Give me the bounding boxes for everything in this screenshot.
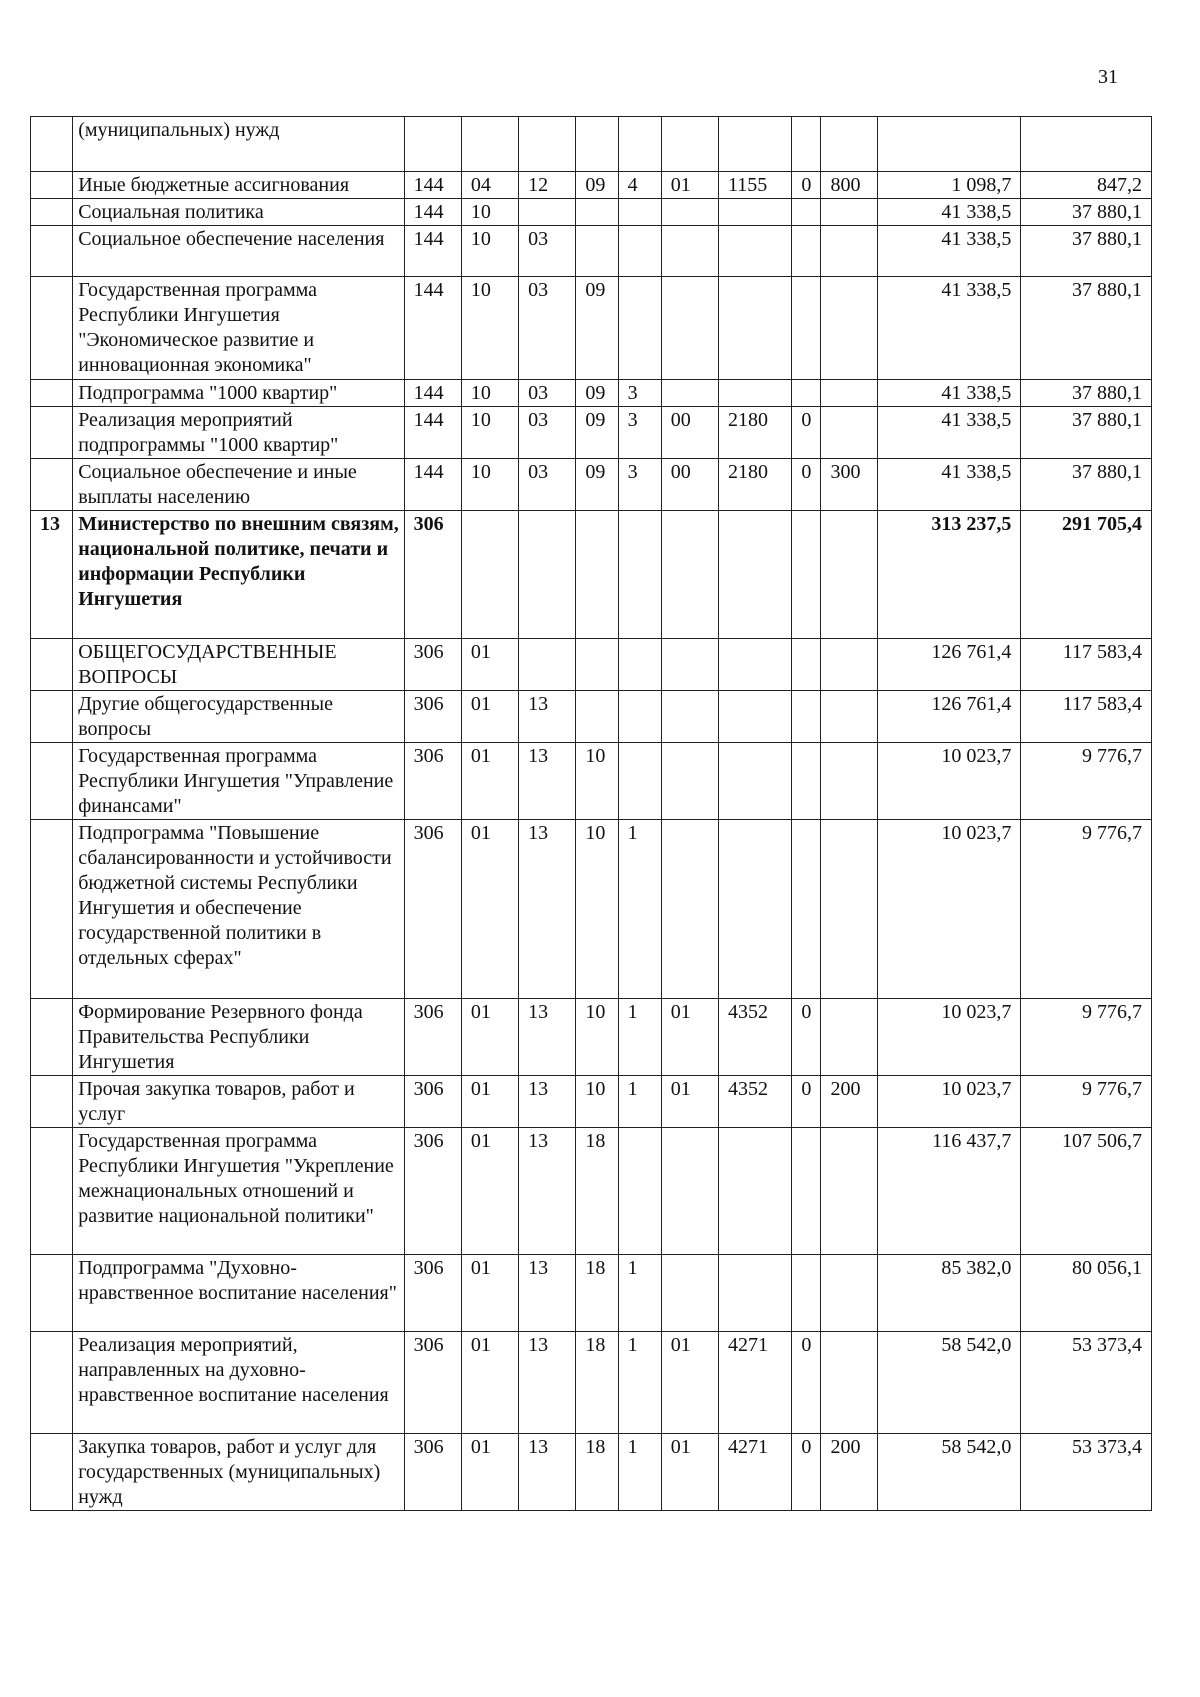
- row-number-cell: [31, 1128, 73, 1255]
- row-name-cell: Подпрограмма "Духовно-нравственное воспитание населения": [73, 1255, 404, 1332]
- table-row: [31, 1332, 1152, 1434]
- table-row: [31, 1434, 1152, 1511]
- code-section-cell: 01: [461, 1332, 518, 1434]
- row-number-cell: [31, 226, 73, 277]
- code-event-cell: [661, 511, 718, 639]
- code-ministry-cell: 144: [404, 226, 461, 277]
- amount-plan-cell: 41 338,5: [877, 199, 1021, 226]
- amount-actual-cell: 53 373,4: [1021, 1332, 1152, 1434]
- code-ministry-cell: 306: [404, 1255, 461, 1332]
- row-number-cell: [31, 743, 73, 820]
- code-direction-cell: [719, 511, 792, 639]
- code-section-cell: 01: [461, 820, 518, 999]
- amount-plan-cell: 126 761,4: [877, 639, 1021, 691]
- code-subsection-cell: [519, 639, 576, 691]
- code-direction-cell: [719, 743, 792, 820]
- table-row: [31, 226, 1152, 277]
- code-extra-cell: 0: [792, 1076, 821, 1128]
- table-row: [31, 639, 1152, 691]
- code-subsection-cell: 13: [519, 1076, 576, 1128]
- amount-plan-cell: 116 437,7: [877, 1128, 1021, 1255]
- amount-actual-cell: 9 776,7: [1021, 743, 1152, 820]
- code-program-cell: [576, 226, 618, 277]
- code-expense-type-cell: [821, 1332, 877, 1434]
- code-expense-type-cell: [821, 407, 877, 459]
- amount-actual-cell: 847,2: [1021, 172, 1152, 199]
- row-number-cell: [31, 277, 73, 380]
- table-row: [31, 1128, 1152, 1255]
- code-extra-cell: 0: [792, 172, 821, 199]
- code-expense-type-cell: [821, 277, 877, 380]
- code-subprogram-cell: [618, 691, 661, 743]
- code-expense-type-cell: 800: [821, 172, 877, 199]
- code-subsection-cell: 03: [519, 226, 576, 277]
- code-subsection-cell: 13: [519, 820, 576, 999]
- amount-actual-cell: 80 056,1: [1021, 1255, 1152, 1332]
- code-ministry-cell: 306: [404, 639, 461, 691]
- code-section-cell: 01: [461, 1434, 518, 1511]
- table-row: [31, 820, 1152, 999]
- code-subsection-cell: 13: [519, 1332, 576, 1434]
- code-extra-cell: [792, 226, 821, 277]
- amount-plan-cell: 10 023,7: [877, 999, 1021, 1076]
- code-event-cell: [661, 117, 718, 172]
- row-name-cell: Подпрограмма "1000 квартир": [73, 380, 404, 407]
- code-event-cell: [661, 199, 718, 226]
- row-name-cell: Прочая закупка товаров, работ и услуг: [73, 1076, 404, 1128]
- code-ministry-cell: 306: [404, 1434, 461, 1511]
- code-subsection-cell: 13: [519, 1255, 576, 1332]
- row-name-cell: (муниципальных) нужд: [73, 117, 404, 172]
- code-program-cell: [576, 117, 618, 172]
- amount-plan-cell: 10 023,7: [877, 743, 1021, 820]
- code-expense-type-cell: [821, 117, 877, 172]
- row-number-cell: [31, 999, 73, 1076]
- code-subprogram-cell: 1: [618, 1076, 661, 1128]
- code-subprogram-cell: 1: [618, 1332, 661, 1434]
- row-number-cell: [31, 639, 73, 691]
- code-expense-type-cell: [821, 380, 877, 407]
- amount-actual-cell: 107 506,7: [1021, 1128, 1152, 1255]
- code-program-cell: 09: [576, 277, 618, 380]
- code-direction-cell: 4271: [719, 1434, 792, 1511]
- code-expense-type-cell: [821, 820, 877, 999]
- row-name-cell: Государственная программа Республики Ингушетия "Управление финансами": [73, 743, 404, 820]
- code-ministry-cell: 144: [404, 459, 461, 511]
- amount-actual-cell: [1021, 117, 1152, 172]
- code-extra-cell: [792, 1255, 821, 1332]
- row-number-cell: [31, 199, 73, 226]
- code-subsection-cell: 13: [519, 1434, 576, 1511]
- amount-actual-cell: 37 880,1: [1021, 226, 1152, 277]
- amount-plan-cell: 58 542,0: [877, 1434, 1021, 1511]
- code-extra-cell: 0: [792, 1434, 821, 1511]
- amount-plan-cell: 41 338,5: [877, 459, 1021, 511]
- code-expense-type-cell: [821, 226, 877, 277]
- code-event-cell: 01: [661, 1434, 718, 1511]
- code-direction-cell: [719, 199, 792, 226]
- row-name-cell: Другие общегосударственные вопросы: [73, 691, 404, 743]
- table-body: [31, 117, 1152, 1511]
- code-direction-cell: [719, 1255, 792, 1332]
- code-extra-cell: [792, 639, 821, 691]
- code-direction-cell: 4352: [719, 1076, 792, 1128]
- code-extra-cell: [792, 117, 821, 172]
- row-number-cell: [31, 1434, 73, 1511]
- code-subprogram-cell: 3: [618, 459, 661, 511]
- code-extra-cell: [792, 277, 821, 380]
- code-subsection-cell: 12: [519, 172, 576, 199]
- row-name-cell: Закупка товаров, работ и услуг для государственных (муниципальных) нужд: [73, 1434, 404, 1511]
- code-section-cell: 01: [461, 1076, 518, 1128]
- code-expense-type-cell: 300: [821, 459, 877, 511]
- code-extra-cell: [792, 511, 821, 639]
- code-extra-cell: [792, 743, 821, 820]
- table-row: [31, 511, 1152, 639]
- code-subprogram-cell: 1: [618, 1434, 661, 1511]
- table-row: [31, 743, 1152, 820]
- code-extra-cell: [792, 820, 821, 999]
- row-number-cell: [31, 380, 73, 407]
- code-extra-cell: 0: [792, 999, 821, 1076]
- row-name-cell: Социальное обеспечение населения: [73, 226, 404, 277]
- code-ministry-cell: 306: [404, 1332, 461, 1434]
- code-section-cell: [461, 511, 518, 639]
- code-section-cell: 01: [461, 691, 518, 743]
- code-expense-type-cell: [821, 691, 877, 743]
- code-ministry-cell: 144: [404, 172, 461, 199]
- code-subprogram-cell: 3: [618, 407, 661, 459]
- row-number-cell: [31, 1332, 73, 1434]
- code-subprogram-cell: 1: [618, 999, 661, 1076]
- row-number-cell: [31, 691, 73, 743]
- code-event-cell: 01: [661, 172, 718, 199]
- code-direction-cell: [719, 820, 792, 999]
- table-row: [31, 999, 1152, 1076]
- code-subprogram-cell: 3: [618, 380, 661, 407]
- amount-actual-cell: 9 776,7: [1021, 999, 1152, 1076]
- code-event-cell: [661, 820, 718, 999]
- code-event-cell: [661, 1255, 718, 1332]
- row-name-cell: Государственная программа Республики Ингушетия "Экономическое развитие и инновационная экономика": [73, 277, 404, 380]
- amount-plan-cell: 41 338,5: [877, 277, 1021, 380]
- code-subsection-cell: 13: [519, 1128, 576, 1255]
- code-extra-cell: 0: [792, 1332, 821, 1434]
- code-ministry-cell: 306: [404, 999, 461, 1076]
- code-ministry-cell: 306: [404, 1128, 461, 1255]
- code-event-cell: 01: [661, 1076, 718, 1128]
- code-ministry-cell: 306: [404, 511, 461, 639]
- row-number-cell: 13: [31, 511, 73, 639]
- code-program-cell: 09: [576, 407, 618, 459]
- code-subprogram-cell: [618, 743, 661, 820]
- row-number-cell: [31, 1076, 73, 1128]
- code-ministry-cell: 306: [404, 691, 461, 743]
- code-subprogram-cell: [618, 1128, 661, 1255]
- code-program-cell: [576, 691, 618, 743]
- code-program-cell: 10: [576, 999, 618, 1076]
- table-row: [31, 459, 1152, 511]
- code-section-cell: 01: [461, 999, 518, 1076]
- table-row: [31, 277, 1152, 380]
- code-section-cell: 04: [461, 172, 518, 199]
- amount-plan-cell: 58 542,0: [877, 1332, 1021, 1434]
- code-section-cell: 01: [461, 639, 518, 691]
- table-row: [31, 691, 1152, 743]
- row-name-cell: Иные бюджетные ассигнования: [73, 172, 404, 199]
- code-ministry-cell: 144: [404, 277, 461, 380]
- code-direction-cell: [719, 277, 792, 380]
- code-event-cell: [661, 743, 718, 820]
- amount-actual-cell: 37 880,1: [1021, 407, 1152, 459]
- code-section-cell: 01: [461, 1128, 518, 1255]
- code-event-cell: 01: [661, 999, 718, 1076]
- code-subprogram-cell: [618, 639, 661, 691]
- code-ministry-cell: 144: [404, 380, 461, 407]
- code-expense-type-cell: [821, 1255, 877, 1332]
- row-name-cell: Формирование Резервного фонда Правительства Республики Ингушетия: [73, 999, 404, 1076]
- row-number-cell: [31, 1255, 73, 1332]
- code-program-cell: 10: [576, 1076, 618, 1128]
- code-direction-cell: [719, 226, 792, 277]
- amount-plan-cell: 313 237,5: [877, 511, 1021, 639]
- code-ministry-cell: [404, 117, 461, 172]
- code-subsection-cell: [519, 511, 576, 639]
- code-section-cell: 10: [461, 459, 518, 511]
- amount-plan-cell: 85 382,0: [877, 1255, 1021, 1332]
- code-extra-cell: 0: [792, 459, 821, 511]
- amount-actual-cell: 37 880,1: [1021, 459, 1152, 511]
- code-subsection-cell: 13: [519, 691, 576, 743]
- code-expense-type-cell: 200: [821, 1076, 877, 1128]
- code-direction-cell: 1155: [719, 172, 792, 199]
- amount-actual-cell: 37 880,1: [1021, 277, 1152, 380]
- amount-plan-cell: 126 761,4: [877, 691, 1021, 743]
- code-section-cell: 01: [461, 1255, 518, 1332]
- row-name-cell: Государственная программа Республики Ингушетия "Укрепление межнациональных отношений и развитие национальной политики": [73, 1128, 404, 1255]
- amount-actual-cell: 37 880,1: [1021, 199, 1152, 226]
- code-program-cell: [576, 511, 618, 639]
- row-name-cell: Подпрограмма "Повышение сбалансированности и устойчивости бюджетной системы Республики Ингушетия и обеспечение государственной политики в отдельных сферах": [73, 820, 404, 999]
- amount-plan-cell: [877, 117, 1021, 172]
- amount-plan-cell: 1 098,7: [877, 172, 1021, 199]
- code-expense-type-cell: 200: [821, 1434, 877, 1511]
- code-program-cell: 09: [576, 459, 618, 511]
- amount-actual-cell: 37 880,1: [1021, 380, 1152, 407]
- code-expense-type-cell: [821, 999, 877, 1076]
- amount-actual-cell: 53 373,4: [1021, 1434, 1152, 1511]
- amount-plan-cell: 41 338,5: [877, 226, 1021, 277]
- table-row: [31, 407, 1152, 459]
- amount-actual-cell: 291 705,4: [1021, 511, 1152, 639]
- code-ministry-cell: 144: [404, 407, 461, 459]
- code-subsection-cell: 13: [519, 743, 576, 820]
- code-subsection-cell: 13: [519, 999, 576, 1076]
- code-expense-type-cell: [821, 743, 877, 820]
- row-number-cell: [31, 820, 73, 999]
- code-program-cell: [576, 199, 618, 226]
- row-number-cell: [31, 407, 73, 459]
- code-subprogram-cell: [618, 226, 661, 277]
- code-extra-cell: [792, 691, 821, 743]
- table-row: [31, 1255, 1152, 1332]
- code-direction-cell: 4352: [719, 999, 792, 1076]
- code-section-cell: [461, 117, 518, 172]
- table-row: [31, 380, 1152, 407]
- code-direction-cell: [719, 639, 792, 691]
- table-row: [31, 199, 1152, 226]
- amount-actual-cell: 117 583,4: [1021, 639, 1152, 691]
- code-subsection-cell: [519, 117, 576, 172]
- code-program-cell: 18: [576, 1332, 618, 1434]
- code-ministry-cell: 144: [404, 199, 461, 226]
- row-name-cell: ОБЩЕГОСУДАРСТВЕННЫЕ ВОПРОСЫ: [73, 639, 404, 691]
- code-expense-type-cell: [821, 639, 877, 691]
- code-subsection-cell: 03: [519, 407, 576, 459]
- code-ministry-cell: 306: [404, 743, 461, 820]
- code-direction-cell: 4271: [719, 1332, 792, 1434]
- code-event-cell: [661, 639, 718, 691]
- code-section-cell: 10: [461, 380, 518, 407]
- code-expense-type-cell: [821, 511, 877, 639]
- row-name-cell: Реализация мероприятий подпрограммы "1000 квартир": [73, 407, 404, 459]
- code-expense-type-cell: [821, 1128, 877, 1255]
- code-event-cell: 00: [661, 407, 718, 459]
- code-ministry-cell: 306: [404, 1076, 461, 1128]
- code-section-cell: 10: [461, 199, 518, 226]
- code-subsection-cell: 03: [519, 380, 576, 407]
- code-program-cell: 18: [576, 1255, 618, 1332]
- code-subprogram-cell: [618, 277, 661, 380]
- code-section-cell: 10: [461, 277, 518, 380]
- code-program-cell: 10: [576, 820, 618, 999]
- code-direction-cell: [719, 117, 792, 172]
- code-subsection-cell: [519, 199, 576, 226]
- code-extra-cell: 0: [792, 407, 821, 459]
- amount-plan-cell: 10 023,7: [877, 820, 1021, 999]
- code-expense-type-cell: [821, 199, 877, 226]
- code-event-cell: [661, 1128, 718, 1255]
- row-number-cell: [31, 172, 73, 199]
- code-ministry-cell: 306: [404, 820, 461, 999]
- code-program-cell: [576, 639, 618, 691]
- code-subprogram-cell: [618, 117, 661, 172]
- row-number-cell: [31, 117, 73, 172]
- code-program-cell: 18: [576, 1434, 618, 1511]
- amount-plan-cell: 41 338,5: [877, 407, 1021, 459]
- code-program-cell: 09: [576, 380, 618, 407]
- table-row: [31, 172, 1152, 199]
- row-number-cell: [31, 459, 73, 511]
- code-direction-cell: 2180: [719, 407, 792, 459]
- table-row: [31, 1076, 1152, 1128]
- code-subprogram-cell: [618, 199, 661, 226]
- code-event-cell: 01: [661, 1332, 718, 1434]
- code-subprogram-cell: 4: [618, 172, 661, 199]
- code-subprogram-cell: [618, 511, 661, 639]
- amount-actual-cell: 9 776,7: [1021, 1076, 1152, 1128]
- code-subprogram-cell: 1: [618, 1255, 661, 1332]
- code-subprogram-cell: 1: [618, 820, 661, 999]
- table-row: [31, 117, 1152, 172]
- code-extra-cell: [792, 380, 821, 407]
- code-section-cell: 01: [461, 743, 518, 820]
- budget-table: [30, 116, 1152, 1511]
- code-extra-cell: [792, 1128, 821, 1255]
- code-event-cell: [661, 277, 718, 380]
- row-name-cell: Социальная политика: [73, 199, 404, 226]
- amount-actual-cell: 9 776,7: [1021, 820, 1152, 999]
- code-subsection-cell: 03: [519, 459, 576, 511]
- code-program-cell: 18: [576, 1128, 618, 1255]
- code-event-cell: 00: [661, 459, 718, 511]
- row-name-cell: Министерство по внешним связям, национальной политике, печати и информации Республики Ингушетия: [73, 511, 404, 639]
- amount-plan-cell: 10 023,7: [877, 1076, 1021, 1128]
- code-extra-cell: [792, 199, 821, 226]
- row-name-cell: Реализация мероприятий, направленных на духовно-нравственное воспитание населения: [73, 1332, 404, 1434]
- amount-actual-cell: 117 583,4: [1021, 691, 1152, 743]
- code-section-cell: 10: [461, 226, 518, 277]
- code-direction-cell: 2180: [719, 459, 792, 511]
- code-section-cell: 10: [461, 407, 518, 459]
- amount-plan-cell: 41 338,5: [877, 380, 1021, 407]
- code-program-cell: 10: [576, 743, 618, 820]
- code-direction-cell: [719, 1128, 792, 1255]
- code-program-cell: 09: [576, 172, 618, 199]
- page-number: 31: [1098, 66, 1118, 88]
- code-subsection-cell: 03: [519, 277, 576, 380]
- code-event-cell: [661, 691, 718, 743]
- row-name-cell: Социальное обеспечение и иные выплаты населению: [73, 459, 404, 511]
- code-event-cell: [661, 226, 718, 277]
- code-event-cell: [661, 380, 718, 407]
- code-direction-cell: [719, 691, 792, 743]
- code-direction-cell: [719, 380, 792, 407]
